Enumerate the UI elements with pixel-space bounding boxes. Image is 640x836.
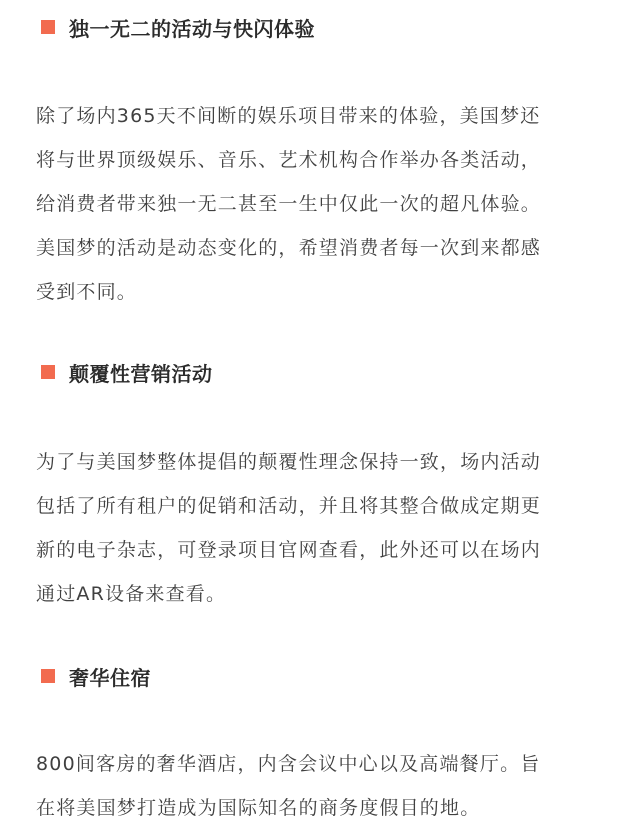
section-paragraph-hotel [36, 742, 608, 830]
section-paragraph-marketing [36, 440, 608, 616]
paragraph-line: 800间客房的奢华酒店，内含会议中心以及高端餐厅。旨 [36, 753, 541, 775]
section-title: 独一无二的活动与快闪体验 [69, 16, 315, 41]
paragraph-line: 给消费者带来独一无二甚至一生中仅此一次的超凡体验。 [36, 193, 542, 215]
paragraph-line: 美国梦的活动是动态变化的，希望消费者每一次到来都感 [36, 237, 542, 259]
section-heading-hotel [41, 661, 151, 691]
paragraph-line: 为了与美国梦整体提倡的颠覆性理念保持一致，场内活动 [36, 451, 542, 473]
heading-square-icon [41, 669, 55, 683]
paragraph-line: 除了场内365天不间断的娱乐项目带来的体验，美国梦还 [36, 105, 541, 127]
section-heading-marketing [41, 357, 213, 387]
paragraph-line: 将与世界顶级娱乐、音乐、艺术机构合作举办各类活动， [36, 149, 542, 171]
paragraph-line: 新的电子杂志，可登录项目官网查看，此外还可以在场内 [36, 539, 542, 561]
section-title: 奢华住宿 [69, 665, 151, 690]
paragraph-line: 包括了所有租户的促销和活动，并且将其整合做成定期更 [36, 495, 542, 517]
heading-square-icon [41, 365, 55, 379]
paragraph-line: 在将美国梦打造成为国际知名的商务度假目的地。 [36, 797, 481, 819]
paragraph-line: 通过AR设备来查看。 [36, 583, 227, 605]
heading-square-icon [41, 20, 55, 34]
section-heading-activities [41, 12, 315, 42]
paragraph-line: 受到不同。 [36, 281, 138, 303]
section-title: 颠覆性营销活动 [69, 361, 213, 386]
section-paragraph-activities [36, 94, 608, 314]
